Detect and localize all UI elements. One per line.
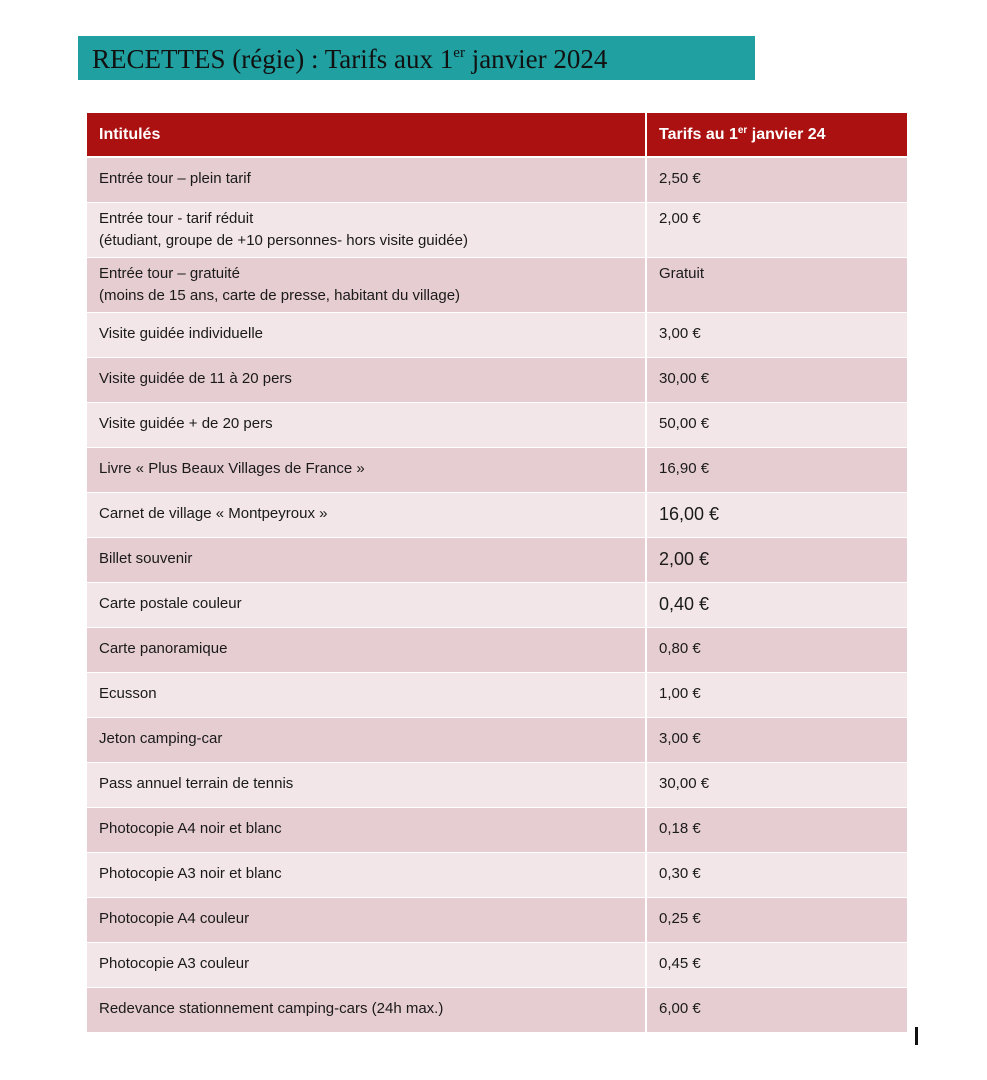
row-note: (étudiant, groupe de +10 personnes- hors visite guidée) (99, 232, 468, 249)
row-price: 2,50 € (646, 157, 907, 203)
row-price: 30,00 € (646, 763, 907, 808)
row-label: Ecusson (87, 673, 646, 718)
table-row (87, 583, 907, 628)
row-price: 0,80 € (646, 628, 907, 673)
table-row (87, 988, 907, 1033)
row-label: Livre « Plus Beaux Villages de France » (87, 448, 646, 493)
row-price: Gratuit (646, 258, 907, 313)
table-row (87, 448, 907, 493)
header-tarifs: Tarifs au 1er janvier 24 (646, 113, 907, 157)
row-label: Pass annuel terrain de tennis (87, 763, 646, 808)
text-cursor-mark (915, 1027, 918, 1045)
row-note: (moins de 15 ans, carte de presse, habitant du village) (99, 287, 461, 304)
table-row (87, 538, 907, 583)
row-price: 6,00 € (646, 988, 907, 1033)
row-price: 16,90 € (646, 448, 907, 493)
row-price: 50,00 € (646, 403, 907, 448)
row-label: Photocopie A4 couleur (87, 898, 646, 943)
title-text: RECETTES (régie) : Tarifs aux 1 (92, 44, 454, 74)
row-label: Carnet de village « Montpeyroux » (87, 493, 646, 538)
row-price: 2,00 € (646, 203, 907, 258)
table-row (87, 853, 907, 898)
row-price: 2,00 € (646, 538, 907, 583)
tarifs-table (87, 113, 907, 1033)
table-row (87, 258, 907, 313)
row-label: Visite guidée + de 20 pers (87, 403, 646, 448)
table-row (87, 628, 907, 673)
row-price: 0,45 € (646, 943, 907, 988)
row-label: Visite guidée individuelle (87, 313, 646, 358)
table-header-row (87, 113, 907, 157)
row-price: 3,00 € (646, 718, 907, 763)
row-label: Carte postale couleur (87, 583, 646, 628)
table-row (87, 358, 907, 403)
row-label: Billet souvenir (87, 538, 646, 583)
row-label: Carte panoramique (87, 628, 646, 673)
row-label: Redevance stationnement camping-cars (24h max.) (87, 988, 646, 1033)
row-label: Visite guidée de 11 à 20 pers (87, 358, 646, 403)
table-row (87, 403, 907, 448)
table-row (87, 157, 907, 203)
row-price: 0,40 € (646, 583, 907, 628)
row-price: 1,00 € (646, 673, 907, 718)
table-row (87, 718, 907, 763)
row-label: Entrée tour – plein tarif (87, 157, 646, 203)
header-intitules: Intitulés (87, 113, 646, 157)
title-superscript: er (453, 45, 465, 61)
row-label: Entrée tour – gratuité (moins de 15 ans, carte de presse, habitant du village) (87, 258, 646, 313)
row-price: 0,18 € (646, 808, 907, 853)
table-row (87, 313, 907, 358)
row-label: Photocopie A3 couleur (87, 943, 646, 988)
title-text-end: janvier 2024 (464, 44, 608, 74)
row-label: Photocopie A3 noir et blanc (87, 853, 646, 898)
table-row (87, 943, 907, 988)
row-price: 0,25 € (646, 898, 907, 943)
row-label: Photocopie A4 noir et blanc (87, 808, 646, 853)
table-row (87, 673, 907, 718)
table-row (87, 493, 907, 538)
row-price: 3,00 € (646, 313, 907, 358)
row-price: 16,00 € (646, 493, 907, 538)
table-row (87, 203, 907, 258)
table-row (87, 808, 907, 853)
row-price: 30,00 € (646, 358, 907, 403)
table-row (87, 898, 907, 943)
row-label: Entrée tour - tarif réduit (étudiant, groupe de +10 personnes- hors visite guidée) (87, 203, 646, 258)
table-row (87, 763, 907, 808)
row-price: 0,30 € (646, 853, 907, 898)
row-label: Jeton camping-car (87, 718, 646, 763)
page-title (78, 36, 755, 80)
